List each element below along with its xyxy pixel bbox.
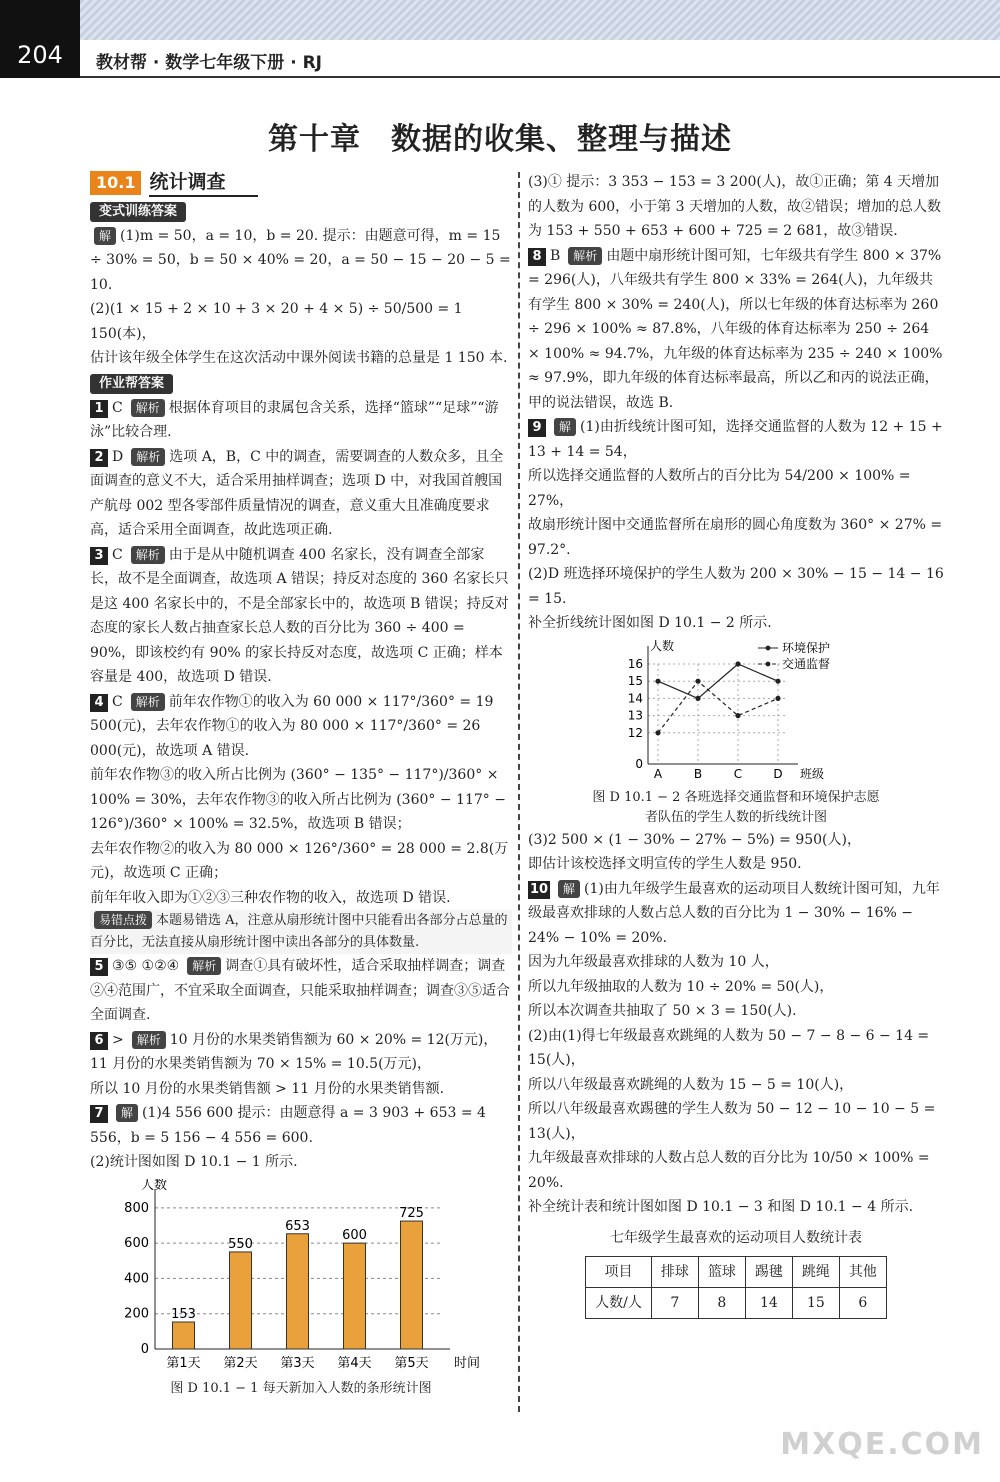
question-4: 4 C 解析 前年农作物①的收入为 60 000 × 117°/360° = 19 500(元)，去年农作物①的收入为 80 000 × 117°/360° = 26 000(元)，故选项 A 错误. [90,693,494,759]
legend-label: 环境保护 [782,640,831,655]
data-point [655,678,660,683]
table-cell: 7 [651,1288,698,1319]
question-10-e: (2)由(1)得七年级最喜欢跳绳的人数为 50 − 7 − 8 − 6 − 14 = 15(人)， [528,1027,930,1068]
table-row [586,1288,887,1319]
y-axis-label: 人数 [650,638,675,653]
question-number: 6 [90,1032,108,1050]
y-tick-label: 800 [124,1200,149,1216]
table-header: 跳绳 [792,1257,839,1288]
explain-tag: 解析 [131,448,165,466]
legend-label: 交通监督 [782,656,831,671]
question-4-b: 前年农作物③的收入所占比例为 (360° − 135° − 117°)/360° × 100% = 30%，去年农作物③的收入所占比例为 (360° − 117° − 126°)/360° × 100% = 32.5%，故选项 B 错误； [90,767,506,832]
question-4-d: 前年年收入即为①②③三种农作物的收入，故选项 D 错误. [90,889,451,906]
question-10-d: 所以本次调查共抽取了 50 × 3 = 150(人). [528,1003,797,1019]
question-10-b: 因为九年级最喜欢排球的人数为 10 人， [528,954,779,970]
x-tick-label: B [693,766,703,781]
bar-value-label: 550 [228,1236,253,1252]
bar [401,1221,423,1349]
question-9-f: (3)2 500 × (1 − 30% − 27% − 5%) = 950(人)， [528,831,861,848]
explain-tag: 解析 [568,247,602,265]
data-point [655,730,660,735]
data-point [735,661,740,666]
question-6: 6 > 解析 10 月份的水果类销售额为 60 × 20% = 12(万元)， [90,1028,512,1053]
table-header: 项目 [586,1257,652,1288]
question-10-i: 补全统计表和统计图如图 D 10.1 − 3 和图 D 10.1 − 4 所示. [528,1199,914,1215]
figure-1-caption: 图 D 10.1 − 1 每天新加入人数的条形统计图 [170,1380,432,1396]
section-number: 10.1 [90,171,141,195]
figure-2-caption-1: 图 D 10.1 − 2 各班选择交通监督和环境保护志愿 [592,789,880,805]
question-6-b: 11 月份的水果类销售额为 70 × 15% = 10.5(万元)， [90,1056,432,1072]
data-point [695,678,700,683]
data-point [775,695,780,700]
right-column [528,170,944,1319]
question-number: 3 [90,547,108,565]
question-6-c: 所以 10 月份的水果类销售额 > 11 月份的水果类销售额. [90,1080,445,1097]
question-10-c: 所以九年级抽取的人数为 10 ÷ 20% = 50(人)， [528,978,834,995]
table-header: 篮球 [698,1257,745,1288]
question-3: 3 C 解析 由于是从中随机调查 400 名家长，没有调查全部家长，故不是全面调查，故选项 A 错误；持反对态度的 360 名家长只是这 400 名家长中的，不是全部家长中的，故选项 B 错误；持反对态度的家长人数占抽查家长总人数的百分比为 360 ÷ 400 = 90%，即该校约有 90% 的家长持反对态度，故选项 C 正确；样本容量是 400，故选项 D 错误. [90,546,509,685]
header-pattern [0,0,1000,40]
y-tick-label: 14 [627,690,643,705]
section-title: 统计调查 [149,170,257,197]
y-tick-label: 600 [124,1235,149,1251]
explain-tag: 解析 [131,399,165,417]
y-tick-label: 200 [124,1306,149,1322]
question-9-c: 故扇形统计图中交通监督所在扇形的圆心角度数为 360° × 27% = 97.2°. [528,517,943,558]
y-tick-label: 0 [635,756,643,771]
x-axis-label: 时间 [454,1355,481,1371]
table-cell: 14 [745,1288,792,1319]
question-1: 1 C 解析 根据体育项目的隶属包含关系，选择“篮球”“足球”“游泳”比较合理. [90,399,499,440]
table-header: 排球 [651,1257,698,1288]
question-10: 10 解 (1)由九年级学生最喜欢的运动项目人数统计图可知，九年级最喜欢排球的人数占总人数的百分比为 1 − 30% − 16% − 24% − 10% = 20%. [528,880,940,946]
question-9-d: (2)D 班选择环境保护的学生人数为 200 × 30% − 15 − 14 − 16 = 15. [528,566,944,607]
question-number: 10 [529,881,549,897]
bar [230,1251,252,1348]
x-tick-label: 第1天 [166,1355,201,1371]
table-cell: 6 [839,1288,886,1319]
legend-marker [766,645,771,650]
jie-tag: 解 [116,1104,138,1122]
y-tick-label: 15 [627,673,643,688]
question-8: 8 B 解析 由题中扇形统计图可知，七年级共有学生 800 × 37% = 296(人)，八年级共有学生 800 × 33% = 264(人)，九年级共有学生 800 × 30% = 240(人)，所以七年级的体育达标率为 260 ÷ 296 × 100% ≈ 87.8%，八年级的体育达标率为 250 ÷ 264 × 100% ≈ 94.7%，九年级的体育达标率为 235 ÷ 240 × 100% ≈ 97.9%，即九年级的体育达标率最高，所以乙和丙的说法正确，甲的说法错误，故选 B. [528,247,943,411]
question-7: 7 解 (1)4 556 600 提示：由题意得 a = 3 903 + 653 = 4 556，b = 5 156 − 4 556 = 600. [90,1105,486,1146]
data-point [695,695,700,700]
question-9-g: 即估计该校选择文明宣传的学生人数是 950. [528,856,802,872]
chapter-title [0,114,1000,158]
line-chart [608,638,868,788]
column-divider [518,172,520,1412]
y-tick-label: 400 [124,1270,149,1286]
question-10-g: 所以八年级最喜欢踢毽的学生人数为 50 − 12 − 10 − 10 − 5 = 13(人)， [528,1101,936,1142]
question-number: 5 [90,958,108,976]
question-number: 2 [90,449,108,467]
header-rule [80,76,1000,78]
table-header-row [586,1257,887,1288]
x-tick-label: A [653,766,663,781]
x-tick-label: 第4天 [337,1355,372,1371]
bar-value-label: 653 [285,1218,310,1234]
question-10-h: 九年级最喜欢排球的人数占总人数的百分比为 10/50 × 100% = 20%. [528,1150,930,1191]
table-header: 踢毽 [745,1257,792,1288]
table-cell: 15 [792,1288,839,1319]
explain-tag: 解析 [131,546,165,564]
y-tick-label: 0 [140,1341,149,1357]
explain-tag: 解析 [131,693,165,711]
bar-chart [110,1179,490,1379]
explain-tag: 解析 [132,1031,166,1049]
question-7-b: (2)统计图如图 D 10.1 − 1 所示. [90,1154,298,1170]
running-title: 教材帮 · 数学七年级下册 · RJ [96,53,323,73]
bar [344,1243,366,1349]
stat-table [585,1256,887,1319]
y-tick-label: 16 [627,656,643,671]
question-10-f: 所以八年级最喜欢跳绳的人数为 15 − 5 = 10(人)， [528,1076,854,1093]
question-2: 2 D 解析 选项 A，B，C 中的调查，需要调查的人数众多，且全面调查的意义不大，适合采用抽样调查；选项 D 中，对我国首艘国产航母 002 型各零部件质量情况的调查，意义重大且准确度要求高，适合采用全面调查，故此选项正确. [90,448,504,538]
table-header: 其他 [839,1257,886,1288]
variant-answer-2: (2)(1 × 15 + 2 × 10 + 3 × 20 + 4 × 5) ÷ 50/500 = 1 150(本)， [90,301,463,342]
bar-value-label: 600 [342,1227,367,1243]
x-tick-label: 第3天 [280,1355,315,1371]
left-column [90,170,512,1399]
error-tip: 易错点拨 本题易错选 A，注意从扇形统计图中只能看出各部分占总量的百分比，无法直接从扇形统计图中读出各部分的具体数量. [90,910,512,954]
bar [173,1322,195,1349]
bar-value-label: 153 [171,1306,196,1322]
x-tick-label: C [733,766,743,781]
question-number: 8 [528,248,546,266]
page-number: 204 [0,0,80,78]
jie-tag: 解 [94,227,116,245]
table-cell: 8 [698,1288,745,1319]
section-heading [90,170,512,197]
question-number: 7 [90,1105,108,1123]
x-tick-label: 第2天 [223,1355,258,1371]
x-tick-label: 第5天 [394,1355,429,1371]
question-number: 9 [528,419,546,437]
chapter-name: 数据的收集、整理与描述 [391,122,732,157]
bar-value-label: 725 [399,1205,424,1221]
x-tick-label: D [773,766,783,781]
y-tick-label: 13 [627,708,643,723]
figure-2-caption-2: 者队伍的学生人数的折线统计图 [644,809,827,825]
question-9: 9 解 (1)由折线统计图可知，选择交通监督的人数为 12 + 15 + 13 + 14 = 54， [528,419,943,460]
table-cell: 人数/人 [586,1288,652,1319]
variant-answer-3: 估计该年级全体学生在这次活动中课外阅读书籍的总量是 1 150 本. [90,350,508,366]
variant-answer: 解 (1)m = 50，a = 10，b = 20. 提示：由题意可得，m = 15 ÷ 30% = 50，b = 50 × 40% = 20，a = 50 − 15 − 20 − 5 = 10. [90,227,511,293]
jie-tag: 解 [558,880,580,898]
question-4-c: 去年农作物②的收入为 80 000 × 126°/360° = 28 000 = 2.8(万元)，故选项 C 正确； [90,840,509,881]
variant-answers-tag: 变式训练答案 [90,202,186,222]
data-point [775,678,780,683]
table-title: 七年级学生最喜欢的运动项目人数统计表 [610,1229,862,1246]
homework-answers-tag: 作业帮答案 [90,374,173,394]
question-9-b: 所以选择交通监督的人数所占的百分比为 54/200 × 100% = 27%， [528,468,911,509]
x-axis-label: 班级 [800,766,825,781]
watermark: MXQE.COM [780,1427,984,1462]
bar [287,1233,309,1348]
question-5: 5 ③⑤ ①②④ 解析 调查①具有破坏性，适合采取抽样调查；调查②④范围广，不宜采取全面调查，只能采取抽样调查；调查③⑤适合全面调查. [90,958,510,1023]
error-tip-tag: 易错点拨 [94,911,152,929]
chapter-number: 第十章 [268,122,361,157]
question-number: 4 [90,694,108,712]
explain-tag: 解析 [187,957,221,975]
jie-tag: 解 [554,418,576,436]
question-7-part-3: (3)① 提示：3 353 − 153 = 3 200(人)，故①正确；第 4 天增加的人数为 600，小于第 3 天增加的人数，故②错误；增加的总人数为 153 + 550 + 653 + 600 + 725 = 2 681，故③错误. [528,174,941,239]
legend-marker [766,661,771,666]
question-number: 1 [90,400,108,418]
y-tick-label: 12 [627,725,643,740]
data-point [735,713,740,718]
y-axis-label: 人数 [141,1178,168,1193]
question-9-e: 补全折线统计图如图 D 10.1 − 2 所示. [528,615,772,631]
